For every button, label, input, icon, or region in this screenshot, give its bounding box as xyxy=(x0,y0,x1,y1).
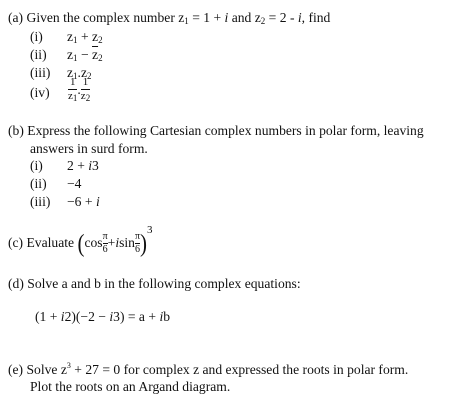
question-d xyxy=(8,277,301,291)
item-a-iii-number: (iii) xyxy=(30,65,51,80)
question-e-text: Solve $z^3 + 27 = 0$ for complex z and expressed the roots in polar form. xyxy=(26,361,409,377)
question-e-label: (e) xyxy=(8,362,24,377)
item-a-iv-number: (iv) xyxy=(30,85,50,100)
question-c-text: Evaluate xyxy=(26,235,75,251)
fraction-pi-over-6-b: $\frac{\pi}{6}$ xyxy=(134,230,141,255)
close-paren: ) xyxy=(140,228,148,257)
item-a-i-number: (i) xyxy=(30,29,43,44)
question-e-line-1 xyxy=(8,362,408,377)
question-d-text: Solve a and b in the following complex equations: xyxy=(27,276,301,291)
item-b-i-number: (i) xyxy=(30,158,43,173)
question-a-heading xyxy=(8,11,330,26)
question-e-line-2: Plot the roots on an Argand diagram. xyxy=(30,379,231,394)
item-b-ii-expression: −4 xyxy=(67,176,82,191)
item-a-i-expression: $z_1 + z_2$ xyxy=(67,29,103,45)
question-b-line-2: answers in surd form. xyxy=(30,141,148,156)
question-c-label: (c) xyxy=(8,235,24,251)
open-paren: ( xyxy=(77,228,85,257)
fraction-pi-over-6-a: $\frac{\pi}{6}$ xyxy=(102,230,108,255)
fraction-1-over-z2: $\frac{1}{z_2}$ xyxy=(80,76,91,103)
cos-text: cos xyxy=(84,235,103,251)
question-d-equation: (1 + i2)(−2 − i3) = a + ib xyxy=(35,309,171,324)
question-b-line-1 xyxy=(8,124,424,138)
exponent-3: 3 xyxy=(147,223,153,236)
item-a-ii-number: (ii) xyxy=(30,47,47,62)
question-a-text: Given the complex number $z_1 = 1 + i$ and $z_2 = 2 - i$, find xyxy=(26,10,331,26)
item-a-ii-expression: $z_1 - \overline{z}_2$ xyxy=(67,47,103,63)
item-b-iii-expression: −6 + i xyxy=(67,194,100,209)
question-d-label: (d) xyxy=(8,276,24,291)
item-a-iii-expression: $z_1.z_2$ xyxy=(67,65,92,81)
question-b-text: Express the following Cartesian complex numbers in polar form, leaving xyxy=(27,123,424,138)
item-b-i-expression: 2 + i3 xyxy=(67,158,99,173)
fraction-1-over-z1: $\frac{1}{z_1}$ xyxy=(68,76,78,103)
item-a-iv-expression: $\frac{1}{z_1}$ . $\frac{1}{z_2}$ xyxy=(68,76,91,103)
item-b-iii-number: (iii) xyxy=(30,194,51,209)
question-a-label: (a) xyxy=(8,10,24,25)
question-c: (c) Evaluate ( cos $\frac{\pi}{6}$ + i sin $\frac{\pi}{6}$ ) 3 xyxy=(8,223,153,257)
item-b-ii-number: (ii) xyxy=(30,176,47,191)
question-b-label: (b) xyxy=(8,123,24,138)
